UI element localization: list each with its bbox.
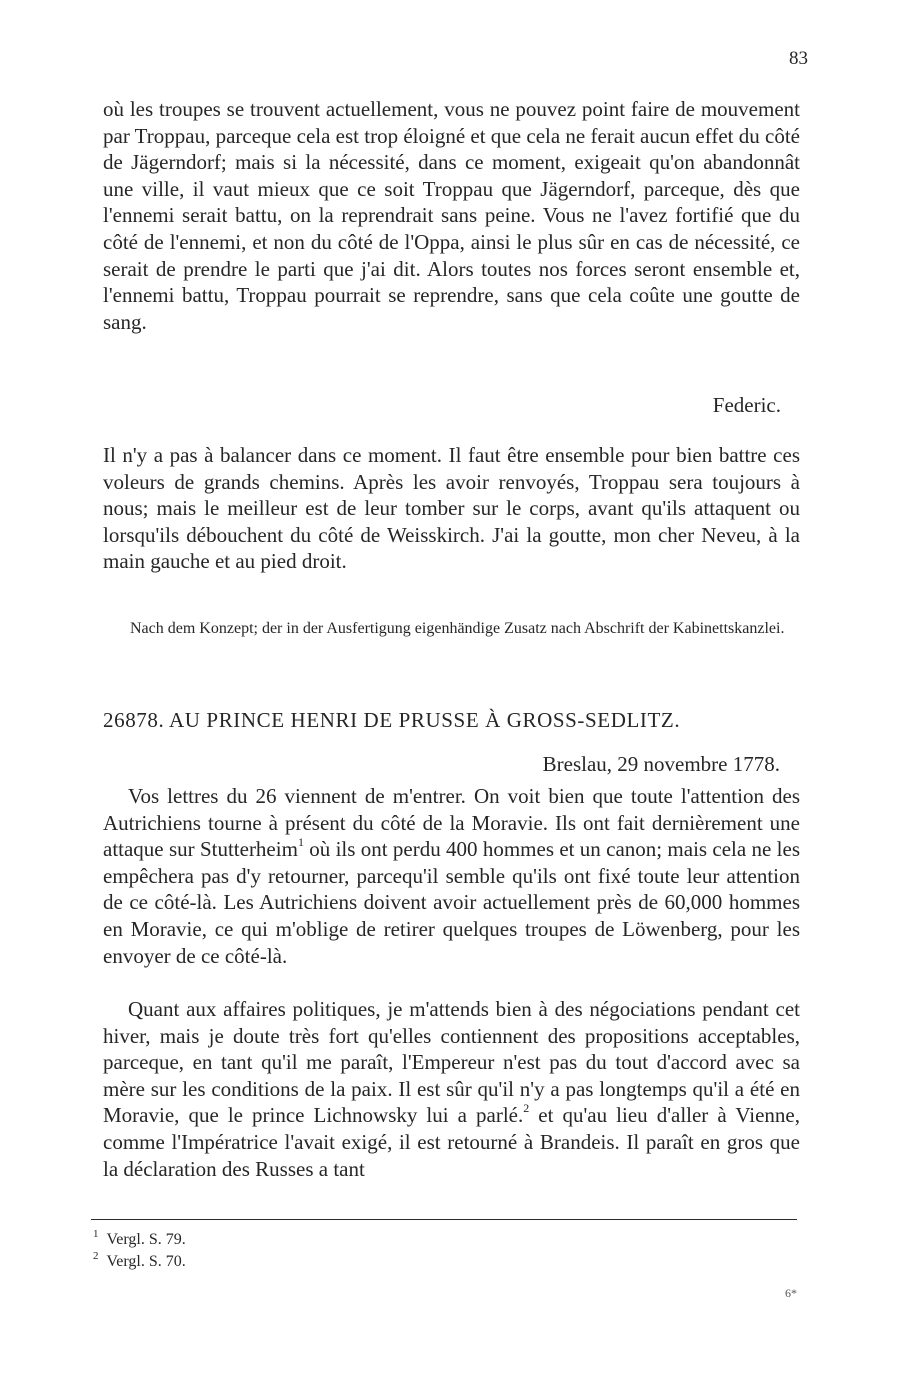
sheet-signature: 6* bbox=[785, 1286, 797, 1300]
letter1-paragraph: où les troupes se trouvent actuellement, vous ne pouvez point faire de mouvement par Troppau, parceque cela est trop éloigné et que cela ne ferait aucun effet du côté de Jägerndorf; mais si la nécessité, dans ce moment, exigeait qu'on abandonnât une ville, il vaut mieux que ce soit Troppau que Jägerndorf, parceque, dès que l'ennemi serait battu, on la reprendrait sans peine. Vous ne l'avez fortifié que du côté de l'ennemi, et non du côté de l'Oppa, ainsi le plus sûr en cas de nécessité, ce serait de prendre le parti que j'ai dit. Alors toutes nos forces seront ensemble et, l'ennemi battu, Troppau pourrait se reprendre, sans que cela coûte une goutte de sang. bbox=[103, 97, 800, 334]
dateline: Breslau, 29 novembre 1778. bbox=[542, 752, 780, 776]
signature: Federic. bbox=[712, 393, 781, 417]
footnote-divider bbox=[91, 1219, 797, 1220]
footnote-2-number: 2 bbox=[93, 1249, 99, 1262]
letter-heading: 26878. AU PRINCE HENRI DE PRUSSE À GROSS-SEDLITZ. bbox=[103, 708, 681, 732]
letter2-paragraph-2 bbox=[103, 996, 800, 1182]
footnote-1-number: 1 bbox=[93, 1227, 99, 1240]
p1-text-start: Vos lettres du 26 viennent de m'entrer. On voit bien que toute l'attention des Autrichiens tourne à présent du côté de la Moravie. Ils ont fait dernièrement une attaque sur Stutterheim bbox=[103, 784, 800, 862]
footnote-1 bbox=[93, 1227, 186, 1250]
footnote-2-text: Vergl. S. 70. bbox=[106, 1253, 186, 1270]
page-number: 83 bbox=[789, 48, 808, 69]
p2-text-start: Quant aux affaires politiques, je m'attends bien à des négociations pendant cet hiver, mais je doute très fort qu'elles contiennent des propositions acceptables, parceque, en tant qu'il me paraît, l'Empereur n'est pas du tout d'accord avec sa mère sur les conditions de la paix. Il est sûr qu'il n'y a pas longtemps qu'il a été en Moravie, que le prince Lichnowsky lui a parlé. bbox=[103, 997, 800, 1128]
footnote-ref-2: 2 bbox=[523, 1101, 530, 1116]
p1-text-end: où ils ont perdu 400 hommes et un canon; mais cela ne les empêchera pas d'y retourner, parcequ'il semble qu'ils ont fixé toute leur attention de ce côté-là. Les Autrichiens doivent avoir actuellement près de 60,000 hommes en Moravie, ce qui m'oblige de retirer quelques troupes de Löwenberg, pour les envoyer de ce côté-là. bbox=[103, 837, 800, 968]
p2-text-end: et qu'au lieu d'aller à Vienne, comme l'Impératrice l'avait exigé, il est retourné à Brandeis. Il paraît en gros que la déclaration des Russes a tant bbox=[103, 1103, 800, 1181]
footnote-1-text: Vergl. S. 79. bbox=[106, 1231, 186, 1248]
postscript-paragraph: Il n'y a pas à balancer dans ce moment. Il faut être ensemble pour bien battre ces voleurs de grands chemins. Après les avoir renvoyés, Troppau sera toujours à nous; mais le meilleur est de leur tomber sur le corps, avant qu'ils attaquent ou lorsqu'ils débouchent du côté de Weisskirch. J'ai la goutte, mon cher Neveu, à la main gauche et au pied droit. bbox=[103, 443, 800, 574]
source-note: Nach dem Konzept; der in der Ausfertigung eigenhändige Zusatz nach Abschrift der Kabinettskanzlei. bbox=[130, 620, 785, 637]
footnote-ref-1: 1 bbox=[297, 835, 304, 850]
footnote-2 bbox=[93, 1249, 186, 1272]
letter2-paragraph-1 bbox=[103, 783, 800, 969]
